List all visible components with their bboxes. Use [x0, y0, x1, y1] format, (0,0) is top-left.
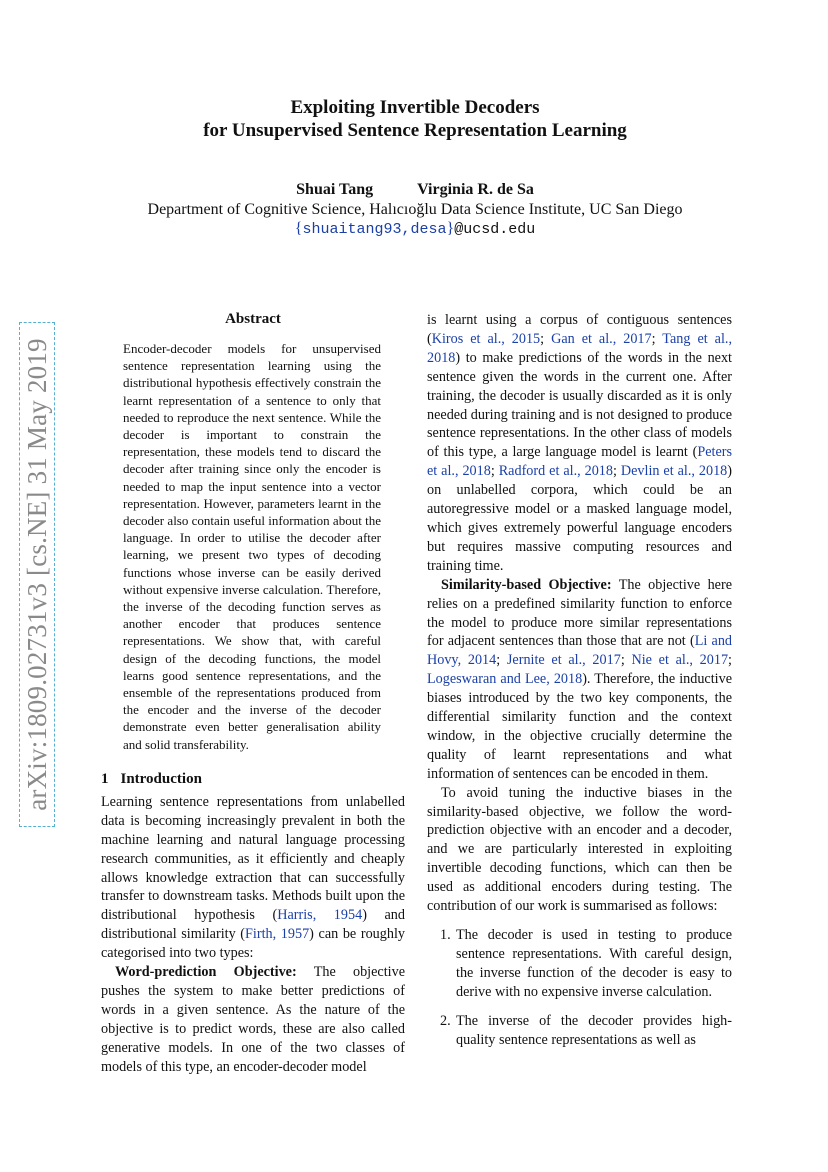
email-brace-close: }: [446, 220, 455, 237]
citation-link[interactable]: Jernite et al., 2017: [506, 652, 621, 669]
citation-link[interactable]: Nie et al., 2017: [631, 652, 729, 669]
text-span: is learnt using a corpus of contiguous sentences (: [427, 312, 732, 347]
citation-link[interactable]: Peters et al., 2018: [427, 444, 732, 480]
intro-paragraph-1: [101, 793, 405, 963]
section-heading-introduction: [101, 771, 405, 788]
author-list: [100, 181, 730, 199]
contribution-paragraph: To avoid tuning the inductive biases in the similarity-based objective, we follow the word-prediction objective with an encoder and a decoder, and we are particularly interested in exploiting invertible decoding functions, which can then be used as additional encoders during testing. The contribution of our work is summarised as follows:: [427, 784, 732, 915]
text-span: ) can be roughly categorised into two types:: [101, 926, 405, 962]
affiliation: Department of Cognitive Science, Halıcıoğlu Data Science Institute, UC San Diego: [147, 201, 683, 218]
text-span: ;: [651, 330, 663, 347]
list-item: [427, 1012, 732, 1050]
citation-link[interactable]: Gan et al., 2017: [551, 330, 652, 347]
text-span: ) to make predictions of the words in the next sentence given the words in the current one. After training, the decoder is usually discarded as it is only needed during training and is not designed to produce sentence representations. In the other class of models of this type, a large language model is learnt (: [427, 349, 732, 461]
left-column: [101, 311, 405, 1076]
run-in-heading: Similarity-based Objective:: [441, 576, 612, 593]
list-text: The inverse of the decoder provides high-quality sentence representations as well as: [456, 1012, 732, 1048]
citation-link[interactable]: Radford et al., 2018: [498, 463, 613, 480]
section-title: Introduction: [120, 770, 202, 787]
citation-link[interactable]: Harris, 1954: [277, 907, 363, 924]
email-brace-open: {: [294, 220, 303, 237]
email-users-link[interactable]: shuaitang93,desa: [302, 221, 447, 238]
text-span: The objective here relies on a predefined similarity function to enforce the model to produce more similar representations for adjacent sentences than those that are not (: [427, 576, 732, 650]
citation-link[interactable]: Li and Hovy, 2014: [427, 633, 733, 669]
citation-link[interactable]: Logeswaran and Lee, 2018: [427, 671, 583, 688]
text-span: ;: [490, 463, 499, 480]
title-line-1: Exploiting Invertible Decoders: [290, 97, 540, 118]
author-1: Shuai Tang: [296, 181, 374, 198]
list-text: The decoder is used in testing to produce sentence representations. With careful design, the inverse function of the decoder is easy to derive with no expensive inverse calculation.: [456, 927, 732, 1000]
list-item: [427, 926, 732, 1002]
text-span: The objective pushes the system to make better predictions of words in a given sentence. As the nature of the objective is to predict words, these are also called generative models. In one of the two classes of models of this type, an encoder-decoder model: [101, 964, 405, 1075]
text-span: Learning sentence representations from unlabelled data is becoming increasingly prevalent in both the machine learning and natural language processing research communities, as it efficiently and cheaply allows knowledge extraction that can successfully transfer to downstream tasks. Methods built upon the distributional hypothesis (: [101, 793, 405, 924]
citation-link[interactable]: Kiros et al., 2015: [431, 330, 541, 347]
section-number: 1: [101, 770, 109, 787]
text-span: ;: [612, 463, 621, 480]
author-2: Virginia R. de Sa: [417, 181, 534, 198]
text-span: ) on unlabelled corpora, which could be an autoregressive model or a masked language model, which gives extremely powerful language encoders but requires massive computing resources and training time.: [427, 463, 732, 574]
text-span: ) and distributional similarity (: [101, 907, 405, 943]
list-number: 2.: [440, 1012, 451, 1029]
similarity-based-paragraph: [427, 576, 732, 784]
text-span: ;: [496, 652, 507, 669]
abstract-text: Encoder-decoder models for unsupervised sentence representation learning using the distributional hypothesis effectively constrain the learnt representation of a sentence to only that needed to reproduce the next sentence. While the decoder is important to constrain the representation, these models tend to discard the decoder after training since only the encoder is needed to map the input sentence into a vector representation. However, parameters learnt in the decoder also contain useful information about the language. In order to utilise the decoder after learning, we present two types of decoding functions whose inverse can be easily derived without expensive inverse calculation. Therefore, the inverse of the decoding function serves as another encoder that produces sentence representations. We show that, with careful design of the decoding functions, the model learns good sentence representations, and the ensemble of the representations produced from the encoder and the inverse of the decoder demonstrate even better generalisation ability and solid transferability.: [123, 341, 381, 752]
abstract-heading: Abstract: [225, 311, 281, 327]
word-prediction-paragraph: [101, 963, 405, 1076]
text-span: ;: [728, 652, 732, 669]
citation-link[interactable]: Firth, 1957: [245, 926, 310, 943]
arxiv-side-stamp: [19, 322, 55, 827]
text-span: ). Therefore, the inductive biases introduced by the two key components, the differential similarity function and the context window, in the objective crucially determine the quality of learnt representations and what information of sentences can be encoded in them.: [427, 671, 733, 782]
run-in-heading: Word-prediction Objective:: [115, 964, 297, 981]
paper-title: [100, 96, 730, 142]
list-number: 1.: [440, 927, 451, 943]
text-span: ;: [540, 330, 552, 347]
word-prediction-continuation: [427, 311, 732, 576]
text-span: ;: [620, 652, 632, 669]
title-line-2: for Unsupervised Sentence Representation Learning: [203, 120, 627, 141]
citation-link[interactable]: Tang et al., 2018: [427, 330, 732, 366]
email-domain: @ucsd.edu: [454, 221, 536, 238]
arxiv-identifier: arXiv:1809.02731v3 [cs.NE] 31 May 2019: [21, 338, 52, 811]
contribution-list: [427, 926, 732, 1049]
citation-link[interactable]: Devlin et al., 2018: [620, 463, 728, 480]
email-line: [100, 220, 730, 238]
right-column: [427, 311, 732, 1059]
